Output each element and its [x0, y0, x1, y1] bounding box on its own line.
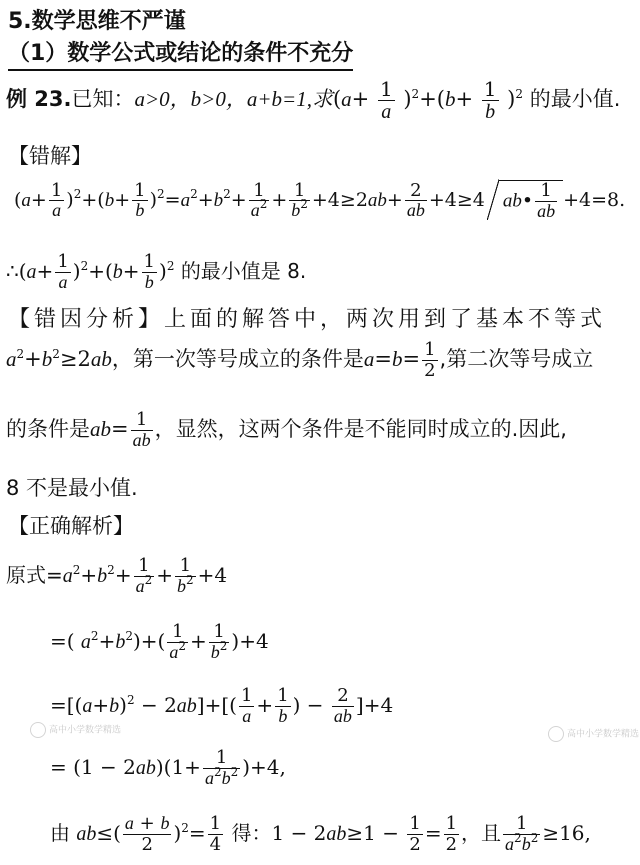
analysis-line4	[6, 472, 138, 502]
wrong-result-text: 的最小值是 8.	[180, 258, 307, 283]
example-line	[6, 78, 620, 123]
analysis-line3: 的条件是ab= $\frac{1}{ab}$ ，显然，这两个条件是不能同时成立的.因此,	[6, 409, 567, 450]
watermark-right	[548, 726, 639, 742]
example-given: 已知：	[71, 87, 135, 111]
wrong-result: ∴(a+ $\frac{1}{a}$ )$^2$+(b+ $\frac{1}{b}$ )$^2$ 的最小值是 8.	[6, 251, 307, 292]
correct-get: 得：	[231, 820, 272, 845]
correct-step5: 由 ab≤( $\frac{a + b}{2}$ )$^2$= $\frac{1}{4}$ 得：1 − 2ab≥1 − $\frac{1}{2}$ = $\frac{1}{2}$ ，且 $\frac{1}{a^2b^2}$ ≥16,	[50, 813, 591, 855]
wrong-title-text: 【错解】	[8, 144, 92, 168]
analysis-text3-tail: ，显然，这两个条件是不能同时成立的.因此,	[154, 416, 567, 441]
example-expr: (a+ $\frac{1}{a}$ )$^2$+(b+ $\frac{1}{b}$ )$^2$	[332, 77, 524, 123]
therefore-symbol: ∴	[6, 258, 19, 283]
section-title: 5.数学思维不严谨	[8, 9, 186, 34]
example-label: 例 23.	[6, 87, 72, 111]
correct-step2: =( $a^2+b^2)+$( $\frac{1}{a^2}$ + $\frac{1}{b^2}$ )+4	[50, 621, 269, 662]
analysis-text4: 8 不是最小值.	[6, 476, 138, 500]
sub-heading	[8, 36, 353, 71]
correct-title	[8, 510, 134, 540]
example-condition: a>0，b>0，a+b=1,求	[134, 87, 333, 111]
watermark-text-right: 高中小学数学精选	[567, 729, 640, 740]
analysis-text2: ，第一次等号成立的条件是	[111, 346, 364, 371]
watermark-text-left: 高中小学数学精选	[49, 725, 122, 736]
correct-step4: = (1 − 2ab)(1+ $\frac{1}{a^2b^2}$ )+4,	[50, 747, 286, 788]
wrong-derivation: (a+ $\frac{1}{a}$ )$^2$+(b+ $\frac{1}{b}$ )$^2=a^2+b^2+$ $\frac{1}{a^2}$ + $\frac{1}{b^2}$ +4≥2ab+ $\frac{2}{ab}$ +4≥4 ab• $\frac{1}{ab}$ +4=8.	[14, 179, 626, 221]
example-ask: 的最小值.	[529, 87, 621, 111]
correct-and: ，且	[461, 820, 502, 845]
correct-start: 原式=	[6, 562, 63, 587]
correct-comma: ,	[584, 820, 591, 845]
analysis-title: 【错因分析】	[8, 307, 165, 332]
analysis-text1: 上面的解答中，两次用到了基本不等式	[164, 307, 607, 332]
correct-step3: $=[(a+b)^2 - 2ab]+$[( $\frac{1}{a}$ + $\frac{1}{b}$ ) − $\frac{2}{ab}$ ]+4	[50, 685, 394, 726]
analysis-text3-head: 的条件是	[6, 416, 90, 441]
wrong-title	[8, 140, 92, 170]
analysis-line2: $a^2+b^2\ge 2ab$，第一次等号成立的条件是a=b= $\frac{1}{2}$ ,第二次等号成立	[6, 339, 594, 381]
sub-title: （1）数学公式或结论的条件不充分	[8, 41, 354, 66]
watermark-left	[30, 722, 121, 738]
section-heading	[8, 4, 186, 35]
correct-by: 由	[50, 820, 70, 845]
watermark-logo-icon	[30, 722, 46, 738]
watermark-logo-icon	[548, 726, 564, 742]
analysis-text2-tail: ,第二次等号成立	[439, 346, 594, 371]
analysis-line1	[8, 302, 606, 333]
correct-step1: 原式$=a^2+b^2+$ $\frac{1}{a^2}$ + $\frac{1}{b^2}$ +4	[6, 555, 228, 596]
correct-title-text: 【正确解析】	[8, 514, 134, 538]
